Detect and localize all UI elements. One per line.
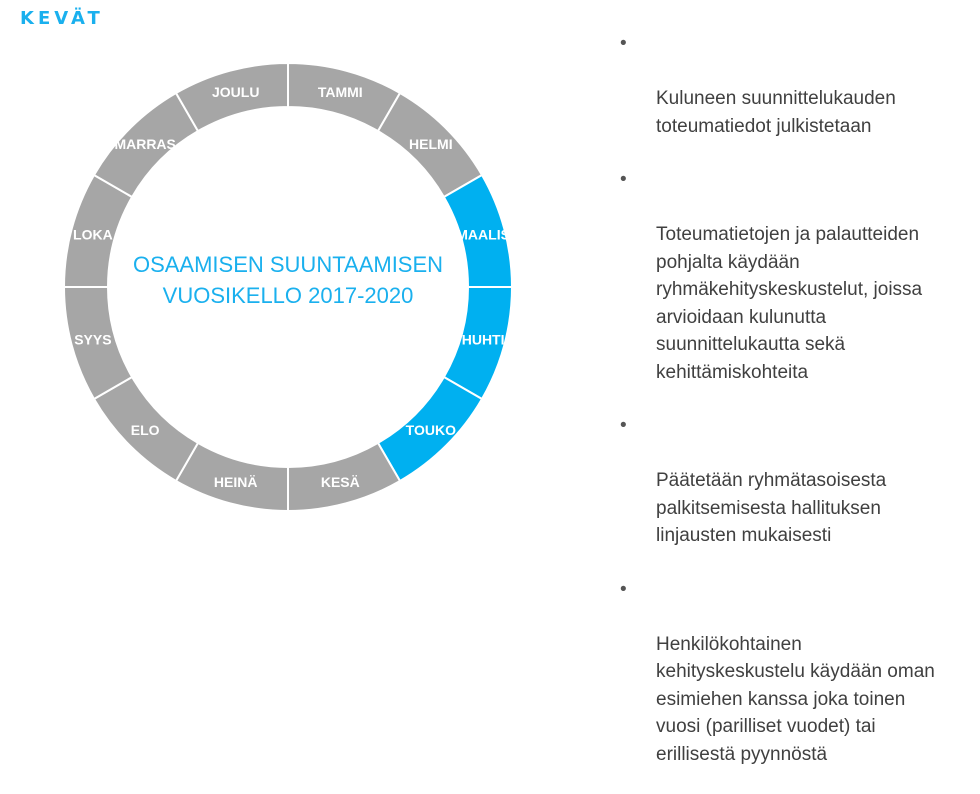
bullet-item (620, 412, 970, 550)
month-label-helmi: HELMI (409, 136, 453, 153)
bullet-text: Päätetään ryhmätasoisesta palkitsemisesta hallituksen linjausten mukaisesti (656, 470, 887, 546)
bullet-item (620, 576, 970, 769)
month-label-tammi: TAMMI (317, 83, 363, 100)
bullet-marker: • (620, 578, 627, 600)
bullet-item (620, 30, 970, 140)
bullet-text: Toteumatietojen ja palautteiden pohjalta käydään ryhmäkehityskeskustelut, joissa arvioidaan kulunutta suunnittelukautta sekä kehittämiskohteita (656, 224, 923, 383)
month-label-elo: ELO (130, 421, 160, 438)
wheel-title-line2: VUOSIKELLO 2017-2020 (162, 283, 414, 308)
month-label-kesä: KESÄ (320, 474, 360, 491)
bullet-item (620, 166, 970, 386)
month-label-loka: LOKA (73, 226, 113, 243)
bullet-marker: • (620, 415, 627, 436)
month-label-marras: MARRAS (114, 136, 176, 153)
bullet-marker: • (620, 169, 627, 190)
month-label-touko: TOUKO (405, 421, 456, 438)
bullet-text: Henkilökohtainen kehityskeskustelu käydään oman esimiehen kanssa joka toinen vuosi (parilliset vuodet) tai erillisestä pyynnöstä (656, 633, 935, 765)
bullet-list (620, 30, 970, 794)
season-label: KEVÄT (20, 8, 104, 29)
wheel-title-line1: OSAAMISEN SUUNTAAMISEN (132, 252, 444, 277)
month-label-heinä: HEINÄ (213, 474, 258, 491)
month-label-joulu: JOULU (211, 83, 260, 100)
bullet-text: Kuluneen suunnittelukauden toteumatiedot julkistetaan (656, 88, 896, 137)
bullet-marker: • (620, 33, 627, 54)
month-label-huhti: HUHTI (461, 331, 505, 348)
month-label-maalis: MAALIS (456, 226, 510, 243)
year-clock-wheel (0, 0, 580, 583)
month-label-syys: SYYS (74, 331, 112, 348)
